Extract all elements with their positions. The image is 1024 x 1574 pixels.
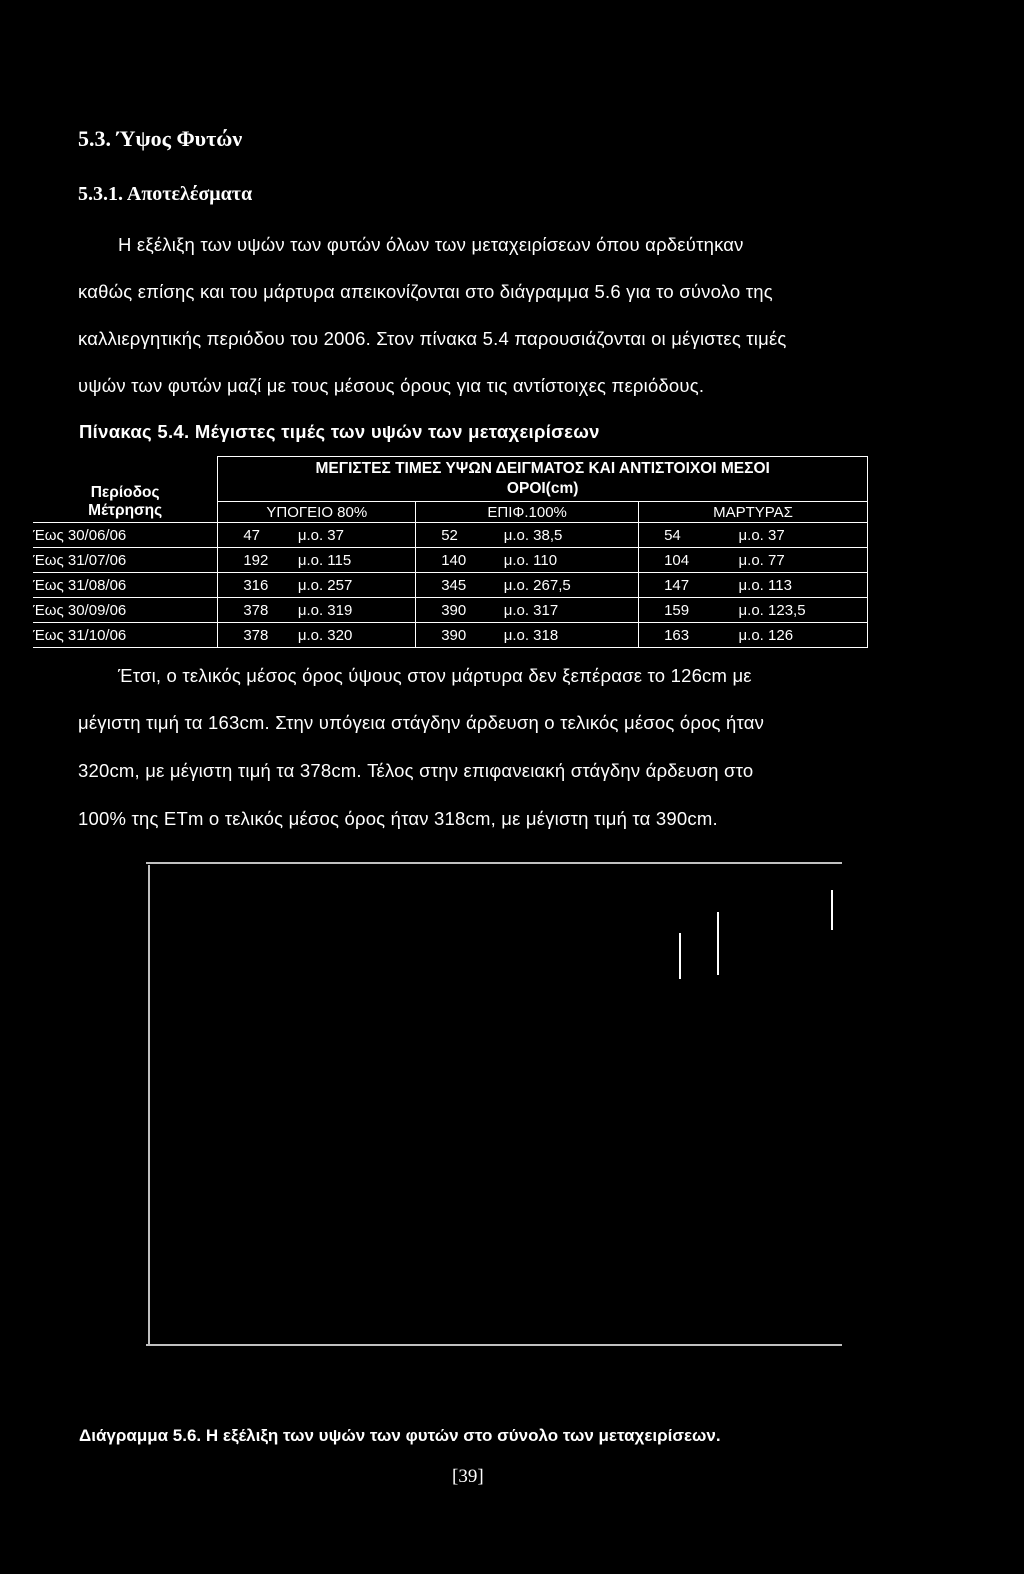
intro-line-4: υψών των φυτών μαζί με τους μέσους όρους για τις αντίστοιχες περιόδους. [78,375,705,396]
mean-value-cell: μ.ο. 77 [719,548,868,573]
mean-value-cell: μ.ο. 319 [278,598,416,623]
mean-value-cell: μ.ο. 38,5 [484,523,639,548]
conclusion-line-3: 320cm, με μέγιστη τιμή τα 378cm. Τέλος στην επιφανειακή στάγδην άρδευση στο [78,760,754,781]
mean-value-cell: μ.ο. 126 [719,623,868,648]
max-value-cell: 390 [416,623,484,648]
period-header-line2: Μέτρησης [88,502,163,519]
intro-line-2: καθώς επίσης και του μάρτυρα απεικονίζονται στο διάγραμμα 5.6 για το σύνολο της [78,281,773,302]
figure-caption: Διάγραμμα 5.6. Η εξέλιξη των υψών των φυτών στο σύνολο των μεταχειρίσεων. [79,1426,721,1445]
max-value-cell: 140 [416,548,484,573]
mean-value-cell: μ.ο. 110 [484,548,639,573]
column-header-control: ΜΑΡΤΥΡΑΣ [639,502,868,523]
max-heights-table [33,456,868,648]
mean-value-cell: μ.ο. 317 [484,598,639,623]
mean-value-cell: μ.ο. 318 [484,623,639,648]
mean-value-cell: μ.ο. 37 [719,523,868,548]
max-value-cell: 104 [639,548,719,573]
mean-value-cell: μ.ο. 320 [278,623,416,648]
intro-line-3: καλλιεργητικής περιόδου του 2006. Στον πίνακα 5.4 παρουσιάζονται οι μέγιστες τιμές [78,328,787,349]
period-cell: Έως 31/07/06 [33,548,218,573]
max-value-cell: 378 [218,598,278,623]
table-row [33,598,868,623]
max-value-cell: 378 [218,623,278,648]
table-row [33,523,868,548]
max-value-cell: 47 [218,523,278,548]
group-header-line2: ΟΡΟΙ(cm) [506,480,579,497]
max-value-cell: 54 [639,523,719,548]
group-header [218,457,868,502]
column-header-subsurface: ΥΠΟΓΕΙΟ 80% [218,502,416,523]
mean-value-cell: μ.ο. 37 [278,523,416,548]
max-value-cell: 316 [218,573,278,598]
period-cell: Έως 31/08/06 [33,573,218,598]
table-row [33,548,868,573]
max-value-cell: 345 [416,573,484,598]
table-row [33,573,868,598]
table-caption: Πίνακας 5.4. Μέγιστες τιμές των υψών των μεταχειρίσεων [79,421,600,442]
mean-value-cell: μ.ο. 115 [278,548,416,573]
section-heading: 5.3. Ύψος Φυτών [78,126,243,151]
page-number: [39] [452,1466,484,1487]
max-value-cell: 159 [639,598,719,623]
period-header-line1: Περίοδος [90,484,160,501]
period-cell: Έως 30/06/06 [33,523,218,548]
subsection-heading: 5.3.1. Αποτελέσματα [78,183,253,205]
mean-value-cell: μ.ο. 267,5 [484,573,639,598]
column-header-surface: ΕΠΙΦ.100% [416,502,639,523]
max-value-cell: 390 [416,598,484,623]
conclusion-line-4: 100% της ΕΤm ο τελικός μέσος όρος ήταν 318cm, με μέγιστη τιμή τα 390cm. [78,808,718,829]
max-value-cell: 192 [218,548,278,573]
mean-value-cell: μ.ο. 113 [719,573,868,598]
period-cell: Έως 31/10/06 [33,623,218,648]
conclusion-line-2: μέγιστη τιμή τα 163cm. Στην υπόγεια στάγδην άρδευση ο τελικός μέσος όρος ήταν [78,712,765,733]
period-cell: Έως 30/09/06 [33,598,218,623]
mean-value-cell: μ.ο. 123,5 [719,598,868,623]
conclusion-line-1: Έτσι, ο τελικός μέσος όρος ύψους στον μάρτυρα δεν ξεπέρασε το 126cm με [118,665,752,686]
max-value-cell: 52 [416,523,484,548]
chart-area [146,862,842,1347]
group-header-line1: ΜΕΓΙΣΤΕΣ ΤΙΜΕΣ ΥΨΩΝ ΔΕΙΓΜΑΤΟΣ ΚΑΙ ΑΝΤΙΣΤΟΙΧΟΙ ΜΕΣΟΙ [315,460,770,477]
mean-value-cell: μ.ο. 257 [278,573,416,598]
max-value-cell: 147 [639,573,719,598]
intro-line-1: Η εξέλιξη των υψών των φυτών όλων των μεταχειρίσεων όπου αρδεύτηκαν [118,234,744,255]
period-header [33,457,218,523]
table-row [33,623,868,648]
max-value-cell: 163 [639,623,719,648]
